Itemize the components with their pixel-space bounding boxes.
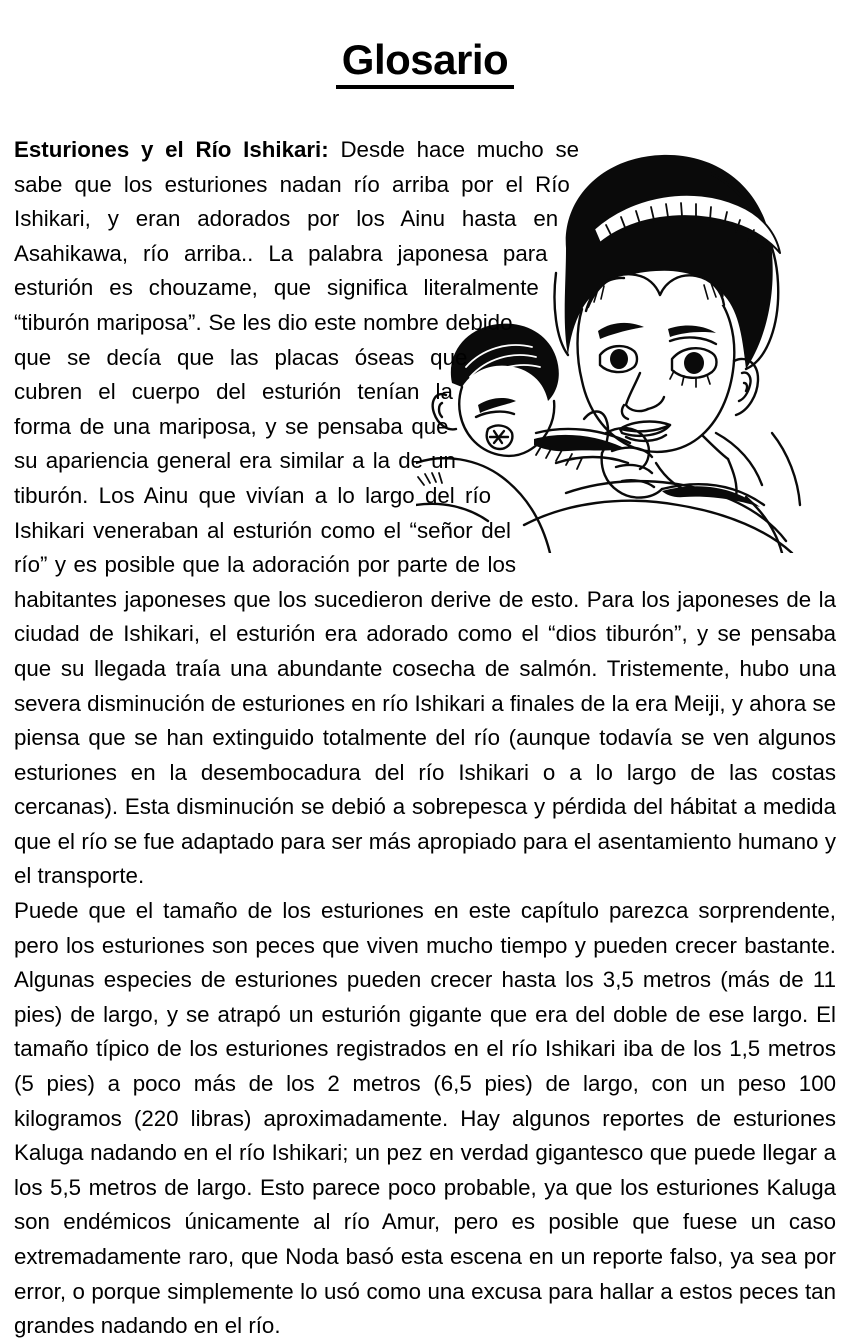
paragraph-1-text: Desde hace mucho se sabe que los esturiones nadan río arriba por el Río Ishikari, y eran adorados por los Ainu hasta en Asahikawa, río arriba.. La palabra japonesa para esturión es chouzame, que significa literalmente “tiburón mariposa”. Se les dio este nombre debido que se decía que las placas óseas que cubren el cuerpo del esturión tenían la forma de una mariposa, y se pensaba que su apariencia general era similar a la de un tiburón. Los Ainu que vivían a lo largo del río Ishikari veneraban al esturión como el “señor del río” y es posible que la adoración por parte de los habitantes japoneses que los sucedieron derive de esto. Para los japoneses de la ciudad de Ishikari, el esturión era adorado como el “dios tiburón”, y se pensaba que su llegada traía una abundante cosecha de salmón. Tristemente, hubo una severa disminución de esturiones en río Ishikari a finales de la era Meiji, y ahora se piensa que se han extinguido totalmente del río (aunque todavía se ven algunos esturiones en la desembocadura del río Ishikari o a lo largo de las costas cercanas). Esta disminución se debió a sobrepesca y pérdida del hábitat a medida que el río se fue adaptado para ser más apropiado para el asentamiento humano y el transporte.	[14, 137, 836, 889]
section-heading: Esturiones y el Río Ishikari:	[14, 137, 329, 162]
page-title-block	[0, 38, 850, 89]
paragraph-sturgeon-size: Puede que el tamaño de los esturiones en este capítulo parezca sorprendente, pero los esturiones son peces que viven mucho tiempo y pueden crecer bastante. Algunas especies de esturiones pueden crecer hasta los 3,5 metros (más de 11 pies) de largo, y se atrapó un esturión gigante que era del doble de ese largo. El tamaño típico de los esturiones registrados en el río Ishikari iba de los 1,5 metros (5 pies) a poco más de los 2 metros (6,5 pies) de largo, con un peso 100 kilogramos (220 libras) aproximadamente. Hay algunos reportes de esturiones Kaluga nadando en el río Ishikari; un pez en verdad gigantesco que puede llegar a los 5,5 metros de largo. Esto parece poco probable, ya que los esturiones Kaluga son endémicos únicamente al río Amur, pero es posible que fuese un caso extremadamente raro, que Noda basó esta escena en un reporte falso, ya sea por error, o porque simplemente lo usó como una excusa para hallar a estos peces tan grandes nadando en el río.	[14, 898, 836, 1339]
page-title: Glosario	[336, 38, 514, 89]
paragraph-sturgeon-ishikari	[14, 133, 836, 894]
body-text-column	[14, 133, 836, 1344]
